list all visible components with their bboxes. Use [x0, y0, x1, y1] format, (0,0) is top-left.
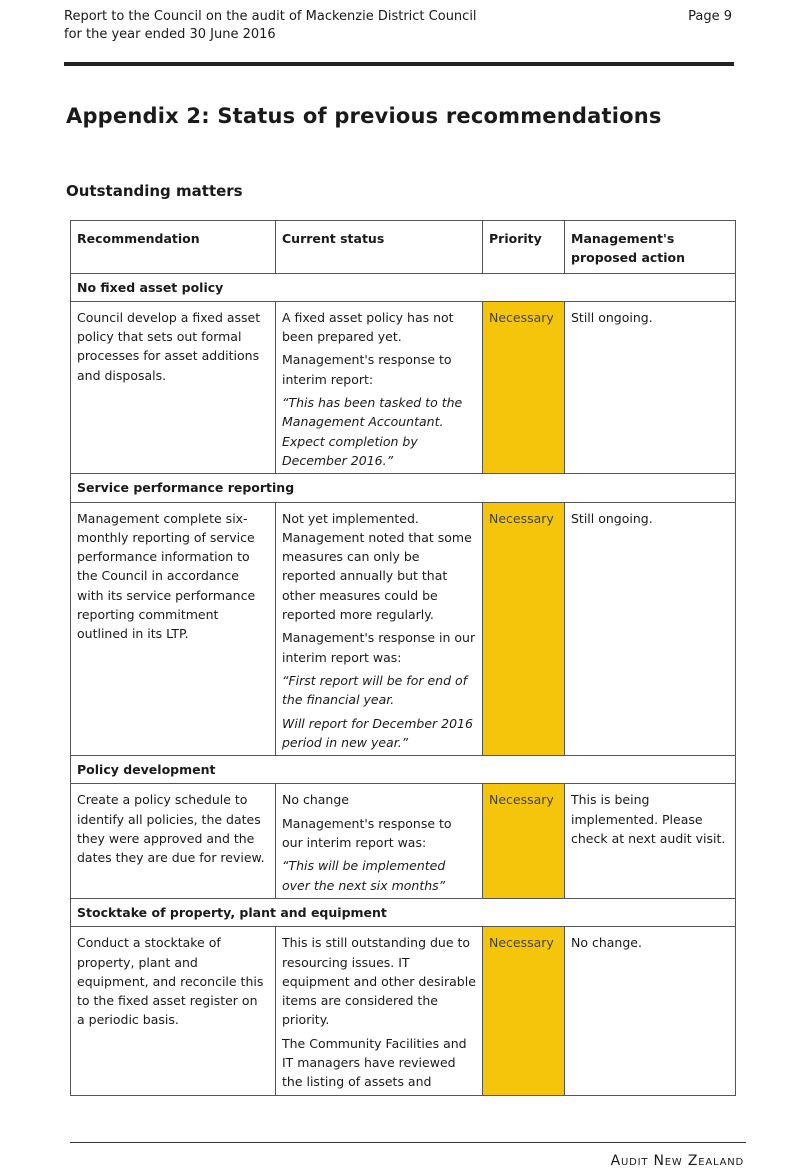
section-heading: No fixed asset policy — [71, 273, 736, 301]
column-header-action: Management's proposed action — [565, 221, 736, 274]
status-paragraph: Management's response to our interim report was: — [282, 815, 452, 851]
action-cell: Still ongoing. — [565, 502, 736, 756]
table-row — [71, 927, 736, 1095]
table-row — [71, 301, 736, 473]
recommendation-cell: Create a policy schedule to identify all policies, the dates they were approved and the dates they are due for review. — [71, 784, 276, 898]
table-header-row — [71, 221, 736, 274]
page-number: Page 9 — [688, 9, 732, 24]
status-quote: “This has been tasked to the Management Accountant. Expect completion by December 2016.” — [282, 395, 463, 468]
status-quote: Will report for December 2016 period in new year.” — [282, 715, 473, 750]
section-subtitle: Outstanding matters — [66, 182, 243, 200]
status-cell — [276, 784, 483, 898]
status-quote: “First report will be for end of the financial year. — [282, 672, 468, 708]
status-paragraph: Not yet implemented. Management noted that some measures can only be reported annually but that other measures could be reported more regularly. — [282, 510, 472, 623]
recommendations-table — [70, 220, 736, 1096]
priority-cell: Necessary — [483, 301, 565, 473]
section-heading-row — [71, 756, 736, 784]
status-paragraph: The Community Facilities and IT managers have reviewed the listing of assets and — [282, 1035, 467, 1090]
column-header-recommendation: Recommendation — [71, 221, 276, 274]
section-heading-row — [71, 273, 736, 301]
page-title: Appendix 2: Status of previous recommendations — [66, 104, 662, 128]
status-paragraph: A fixed asset policy has not been prepared yet. — [282, 309, 454, 345]
action-cell: No change. — [565, 927, 736, 1095]
footer-brand: Audit New Zealand — [610, 1153, 744, 1169]
recommendation-cell: Conduct a stocktake of property, plant and equipment, and reconcile this to the fixed asset register on a periodic basis. — [71, 927, 276, 1095]
status-quote: “This will be implemented over the next six months” — [282, 858, 446, 893]
priority-cell: Necessary — [483, 784, 565, 898]
recommendation-cell: Council develop a fixed asset policy that sets out formal processes for asset additions and disposals. — [71, 301, 276, 473]
status-paragraph: Management's response to interim report: — [282, 352, 452, 387]
status-cell — [276, 927, 483, 1095]
header-divider — [64, 62, 734, 66]
footer-divider — [70, 1142, 746, 1143]
status-paragraph: Management's response in our interim report was: — [282, 630, 476, 665]
section-heading: Stocktake of property, plant and equipment — [71, 898, 736, 926]
section-heading: Policy development — [71, 756, 736, 784]
section-heading-row — [71, 898, 736, 926]
status-cell — [276, 502, 483, 756]
section-heading: Service performance reporting — [71, 474, 736, 502]
report-header — [64, 8, 477, 44]
action-cell: Still ongoing. — [565, 301, 736, 473]
recommendation-cell: Management complete six-monthly reporting of service performance information to the Council in accordance with its service performance reporting commitment outlined in its LTP. — [71, 502, 276, 756]
status-paragraph: No change — [282, 792, 349, 808]
column-header-priority: Priority — [483, 221, 565, 274]
priority-cell: Necessary — [483, 502, 565, 756]
priority-cell: Necessary — [483, 927, 565, 1095]
table-row — [71, 784, 736, 898]
table-row — [71, 502, 736, 756]
action-cell: This is being implemented. Please check at next audit visit. — [565, 784, 736, 898]
report-header-line-1: Report to the Council on the audit of Mackenzie District Council — [64, 9, 477, 24]
report-header-line-2: for the year ended 30 June 2016 — [64, 27, 276, 42]
column-header-status: Current status — [276, 221, 483, 274]
section-heading-row — [71, 474, 736, 502]
status-cell — [276, 301, 483, 473]
status-paragraph: This is still outstanding due to resourcing issues. IT equipment and other desirable items are considered the priority. — [282, 935, 476, 1028]
